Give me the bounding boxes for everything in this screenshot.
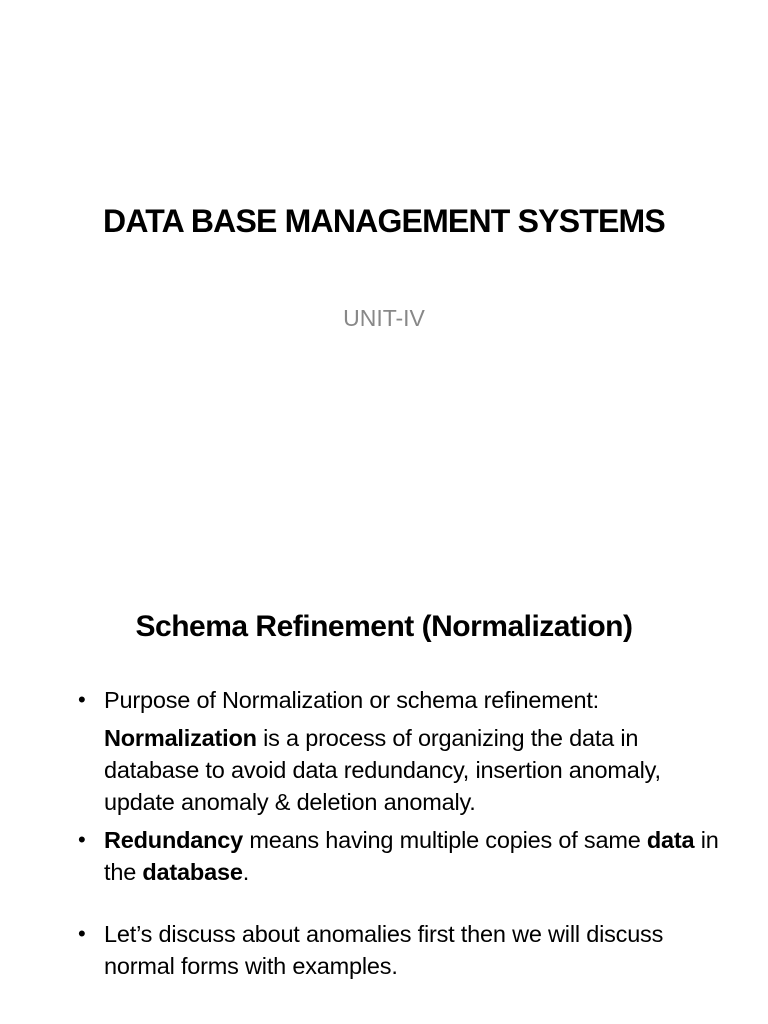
term-redundancy: Redundancy <box>104 827 244 853</box>
redundancy-text-2: in the <box>104 827 719 885</box>
slide-normalization <box>0 576 768 1024</box>
bullet-dot-icon: • <box>78 827 86 852</box>
slide-body <box>78 684 728 982</box>
bullet-dot-icon: • <box>78 687 86 712</box>
bullet-anomalies <box>78 918 728 982</box>
slide-heading: Schema Refinement (Normalization) <box>135 610 633 643</box>
redundancy-text-1: means having multiple copies of same <box>243 827 647 853</box>
normalization-definition <box>78 722 728 818</box>
bullet-redundancy <box>78 824 728 888</box>
page-title: DATA BASE MANAGEMENT SYSTEMS <box>103 203 665 239</box>
term-normalization: Normalization <box>104 725 257 751</box>
bullet-dot-icon: • <box>78 921 86 946</box>
term-database: database <box>142 859 243 885</box>
subtitle: UNIT-IV <box>343 305 425 331</box>
redundancy-text-3: . <box>242 859 250 885</box>
term-data: data <box>646 827 695 853</box>
bullet-purpose <box>78 684 728 716</box>
bullet-text: Purpose of Normalization or schema refinement: <box>104 687 599 713</box>
bullet-text: Let’s discuss about anomalies first then we will discuss normal forms with examples. <box>104 921 664 979</box>
definition-text: is a process of organizing the data in database to avoid data redundancy, insertion anomaly, update anomaly & deletion anomaly. <box>104 725 661 815</box>
